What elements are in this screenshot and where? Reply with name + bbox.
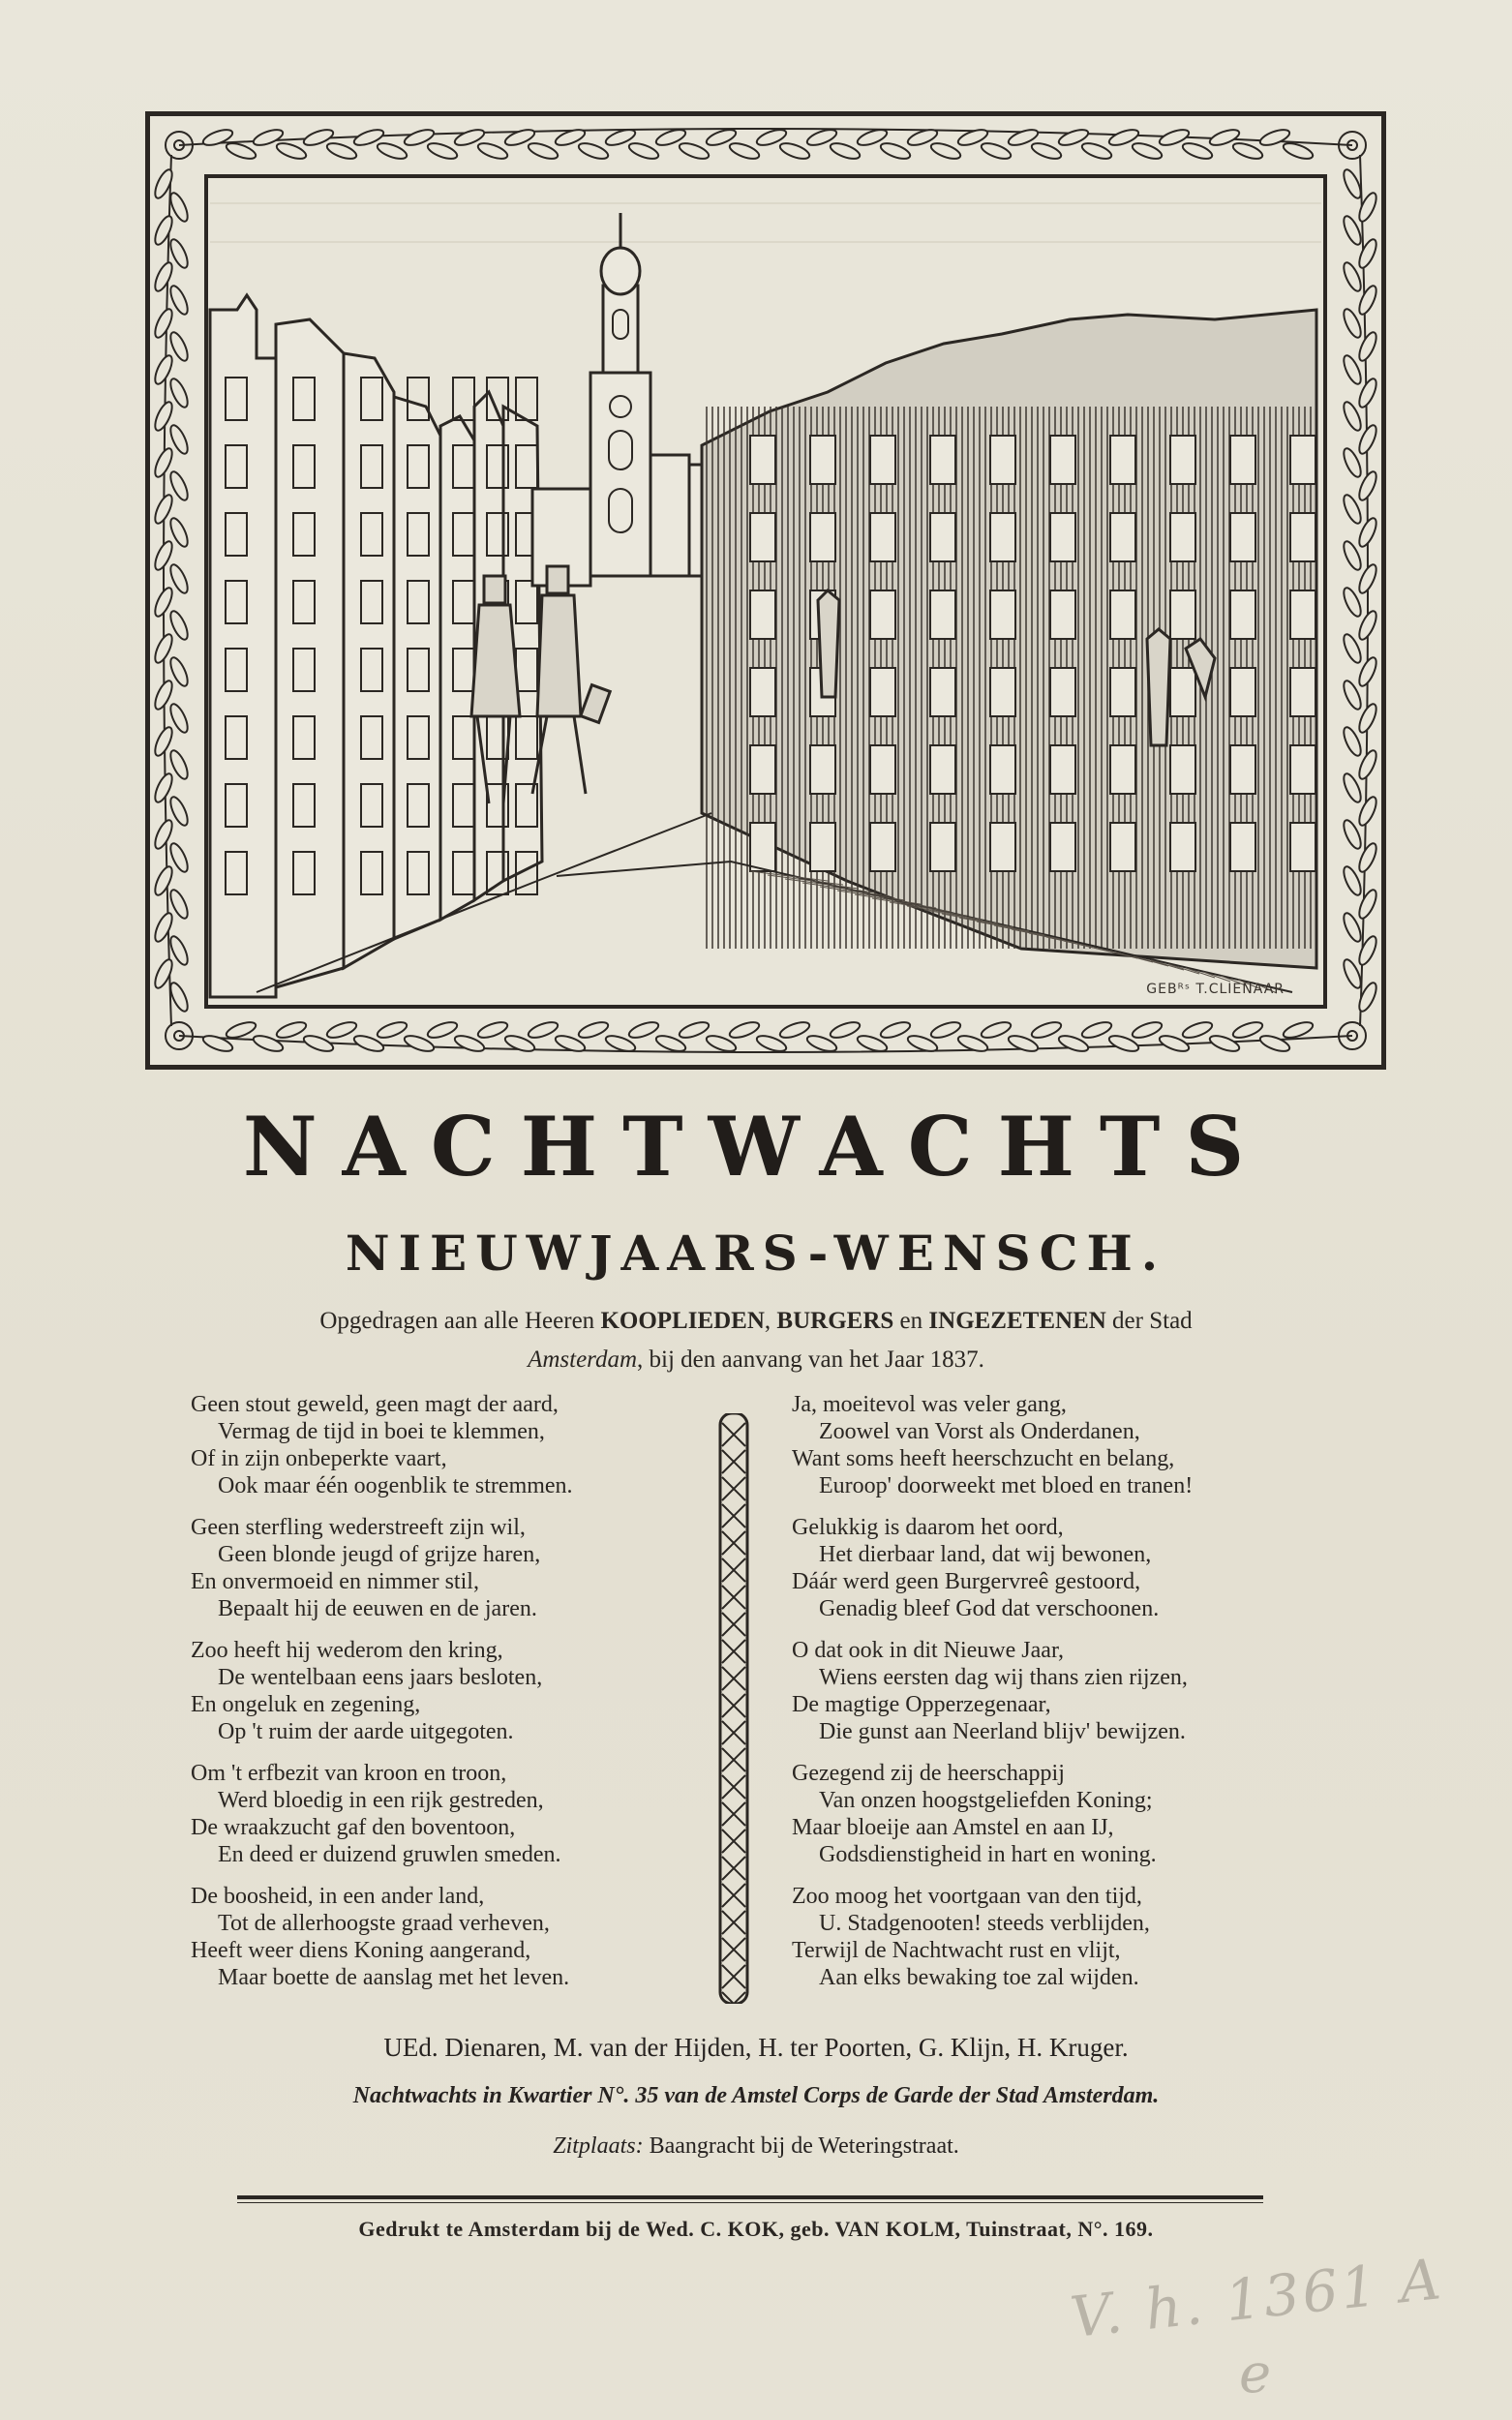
verse-line: Heeft weer diens Koning aangerand, bbox=[191, 1938, 531, 1963]
signers: UEd. Dienaren, M. van der Hijden, H. ter Poorten, G. Klijn, H. Kruger. bbox=[383, 2033, 1129, 2062]
ornamental-pillar-icon bbox=[716, 1413, 751, 2004]
stanza bbox=[792, 1637, 1315, 1745]
verse-column-left bbox=[191, 1391, 694, 2006]
verse-line: Genadig bleef God dat verschoonen. bbox=[819, 1596, 1160, 1621]
verse-column-right bbox=[792, 1391, 1315, 2006]
printer-imprint: Gedrukt te Amsterdam bij de Wed. C. KOK, geb. VAN KOLM, Tuinstraat, N°. 169. bbox=[358, 2217, 1154, 2241]
stanza bbox=[191, 1760, 694, 1868]
verse-line: Geen stout geweld, geen magt der aard, bbox=[191, 1392, 559, 1417]
verse-line: De wraakzucht gaf den boventoon, bbox=[191, 1815, 516, 1840]
stanza bbox=[191, 1391, 694, 1499]
pencil-inventory-suffix: e bbox=[1239, 2343, 1272, 2405]
verse-line: Terwijl de Nachtwacht rust en vlijt, bbox=[792, 1938, 1121, 1963]
verse-line: Want soms heeft heerschzucht en belang, bbox=[792, 1446, 1175, 1471]
verse-line: Om 't erfbezit van kroon en troon, bbox=[191, 1761, 507, 1786]
seat-value: Baangracht bij de Weteringstraat. bbox=[643, 2133, 959, 2159]
dedication-ingezetenen: INGEZETENEN bbox=[928, 1308, 1106, 1334]
seat-label: Zitplaats: bbox=[553, 2133, 644, 2159]
verse-line: Maar boette de aanslag met het leven. bbox=[218, 1965, 570, 1990]
verse-line: En onvermoeid en nimmer stil, bbox=[191, 1569, 479, 1594]
verse-line: Geen sterfling wederstreeft zijn wil, bbox=[191, 1515, 526, 1540]
verse-line: Zoowel van Vorst als Onderdanen, bbox=[819, 1419, 1140, 1444]
verse-line: Maar bloeije aan Amstel en aan IJ, bbox=[792, 1815, 1114, 1840]
dedication-mid: en bbox=[893, 1308, 929, 1334]
verse-line: Wiens eersten dag wij thans zien rijzen, bbox=[819, 1665, 1188, 1690]
verse-line: Godsdienstigheid in hart en woning. bbox=[819, 1842, 1157, 1867]
dedication-kooplieden: KOOPLIEDEN bbox=[600, 1308, 765, 1334]
verse-line: Dáár werd geen Burgervreê gestoord, bbox=[792, 1569, 1141, 1594]
verse-line: Ja, moeitevol was veler gang, bbox=[792, 1392, 1067, 1417]
verse-line: Van onzen hoogstgeliefden Koning; bbox=[819, 1788, 1153, 1813]
verse-line: Geen blonde jeugd of grijze haren, bbox=[218, 1542, 541, 1567]
dedication-sep: , bbox=[764, 1308, 777, 1334]
dedication-city: Amsterdam bbox=[528, 1346, 638, 1373]
stanza bbox=[792, 1391, 1315, 1499]
subtitle: NIEUWJAARS-WENSCH. bbox=[345, 1225, 1167, 1282]
dedication bbox=[145, 1302, 1367, 1379]
verse-line: Ook maar één oogenblik te stremmen. bbox=[218, 1473, 573, 1498]
dedication-prefix: Opgedragen aan alle Heeren bbox=[319, 1308, 601, 1334]
verse-line: Gezegend zij de heerschappij bbox=[792, 1761, 1065, 1786]
verse-line: Werd bloedig in een rijk gestreden, bbox=[218, 1788, 544, 1813]
dedication-suffix: der Stad bbox=[1105, 1308, 1193, 1334]
verse-line: Het dierbaar land, dat wij bewonen, bbox=[819, 1542, 1152, 1567]
stanza bbox=[191, 1883, 694, 1991]
verse-line: Tot de allerhoogste graad verheven, bbox=[218, 1911, 550, 1936]
dedication-ending: , bij den aanvang van het Jaar 1837. bbox=[637, 1346, 984, 1373]
verse-line: Of in zijn onbeperkte vaart, bbox=[191, 1446, 447, 1471]
main-title: NACHTWACHTS bbox=[242, 1099, 1270, 1195]
verse-line: Aan elks bewaking toe zal wijden. bbox=[819, 1965, 1139, 1990]
dedication-burgers: BURGERS bbox=[776, 1308, 894, 1334]
verse-line: Zoo moog het voortgaan van den tijd, bbox=[792, 1884, 1142, 1909]
divider-rule bbox=[237, 2195, 1263, 2199]
stanza bbox=[792, 1883, 1315, 1991]
verse-line: De magtige Opperzegenaar, bbox=[792, 1692, 1051, 1717]
divider-rule-thin bbox=[237, 2202, 1263, 2203]
verse-line: De boosheid, in een ander land, bbox=[191, 1884, 485, 1909]
quarter-line: Nachtwachts in Kwartier N°. 35 van de Amstel Corps de Garde der Stad Amsterdam. bbox=[352, 2083, 1160, 2108]
seat-line bbox=[0, 2133, 1512, 2160]
verse-line: De wentelbaan eens jaars besloten, bbox=[218, 1665, 543, 1690]
verse-line: U. Stadgenooten! steeds verblijden, bbox=[819, 1911, 1150, 1936]
verse-line: En ongeluk en zegening, bbox=[191, 1692, 421, 1717]
verse-line: Bepaalt hij de eeuwen en de jaren. bbox=[218, 1596, 537, 1621]
verse-line: Op 't ruim der aarde uitgegoten. bbox=[218, 1719, 514, 1744]
verse-line: Die gunst aan Neerland blijv' bewijzen. bbox=[819, 1719, 1186, 1744]
verse-line: Gelukkig is daarom het oord, bbox=[792, 1515, 1064, 1540]
stanza bbox=[792, 1514, 1315, 1622]
verse-line: O dat ook in dit Nieuwe Jaar, bbox=[792, 1638, 1064, 1663]
engraving-frame bbox=[145, 111, 1386, 1070]
verse-line: Euroop' doorweekt met bloed en tranen! bbox=[819, 1473, 1194, 1498]
pencil-inventory-note: V. h. 1361 A bbox=[1067, 2245, 1447, 2351]
verse-line: Zoo heeft hij wederom den kring, bbox=[191, 1638, 503, 1663]
verse-line: Vermag de tijd in boei te klemmen, bbox=[218, 1419, 545, 1444]
verse-line: En deed er duizend gruwlen smeden. bbox=[218, 1842, 561, 1867]
stanza bbox=[191, 1637, 694, 1745]
street-scene-engraving bbox=[150, 116, 1381, 1065]
engraver-signature: GEBᴿˢ T.CLIENAAR bbox=[1146, 982, 1285, 997]
stanza bbox=[792, 1760, 1315, 1868]
stanza bbox=[191, 1514, 694, 1622]
